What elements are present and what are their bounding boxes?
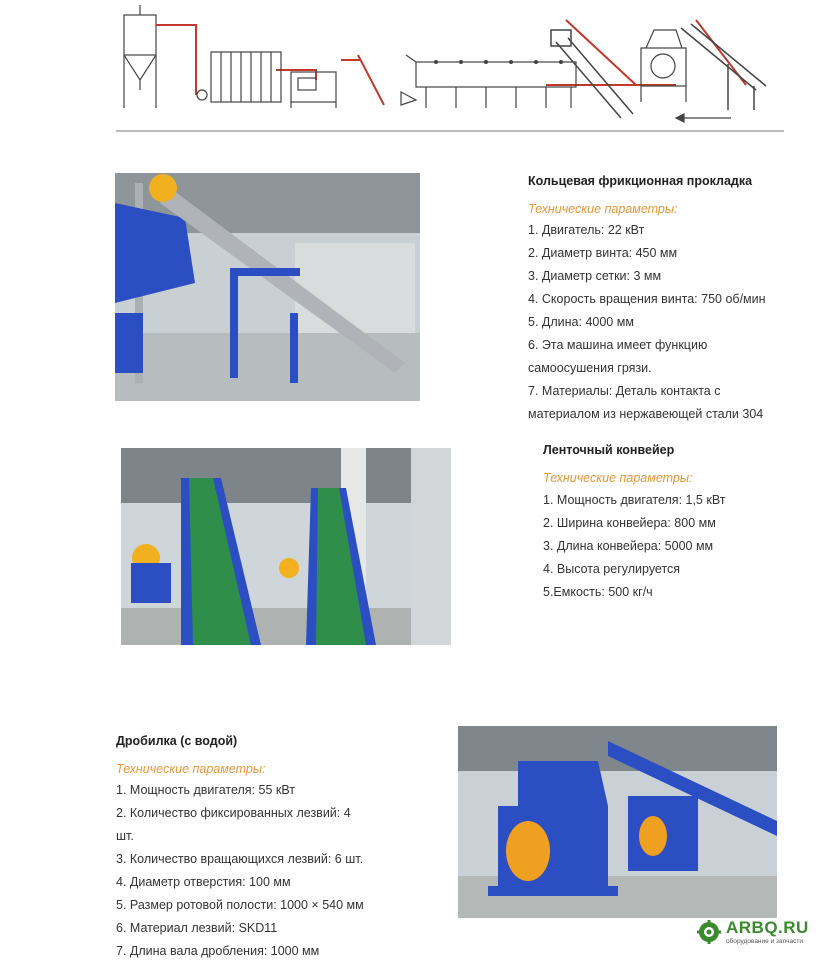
spec-item: 6. Материал лезвий: SKD11 xyxy=(116,921,278,935)
spec-item: 7. Материалы: Деталь контакта с xyxy=(528,384,721,398)
spec-item: 2. Количество фиксированных лезвий: 4 xyxy=(116,806,351,820)
spec-item: 2. Ширина конвейера: 800 мм xyxy=(543,516,716,530)
spec-item: материалом из нержавеющей стали 304 xyxy=(528,407,764,421)
logo-name: ARBQ.RU xyxy=(726,918,809,937)
spec-item: 1. Мощность двигателя: 1,5 кВт xyxy=(543,493,726,507)
section-title-belt-conveyor: Ленточный конвейер xyxy=(543,443,675,457)
section-subtitle-tech-params: Технические параметры: xyxy=(116,762,266,776)
spec-item: 2. Диаметр винта: 450 мм xyxy=(528,246,678,260)
spec-item: 3. Диаметр сетки: 3 мм xyxy=(528,269,662,283)
section-title-friction-washer: Кольцевая фрикционная прокладка xyxy=(528,174,753,188)
spec-item: шт. xyxy=(116,829,134,843)
belt-conveyor-photo xyxy=(121,448,451,645)
spec-list xyxy=(528,219,828,426)
spec-item: 1. Двигатель: 22 кВт xyxy=(528,223,645,237)
section-subtitle-tech-params: Технические параметры: xyxy=(528,202,678,216)
spec-item: самоосушения грязи. xyxy=(528,361,652,375)
spec-item: 6. Эта машина имеет функцию xyxy=(528,338,708,352)
spec-item: 5. Длина: 4000 мм xyxy=(528,315,634,329)
spec-list xyxy=(543,489,823,604)
crusher-photo xyxy=(458,726,777,918)
friction-washer-photo xyxy=(115,173,420,401)
spec-item: 4. Скорость вращения винта: 750 об/мин xyxy=(528,292,766,306)
spec-item: 3. Количество вращающихся лезвий: 6 шт. xyxy=(116,852,364,866)
spec-item: 4. Диаметр отверстия: 100 мм xyxy=(116,875,291,889)
spec-item: 4. Высота регулируется xyxy=(543,562,681,576)
site-logo[interactable] xyxy=(697,918,822,948)
spec-item: 3. Длина конвейера: 5000 мм xyxy=(543,539,714,553)
section-subtitle-tech-params: Технические параметры: xyxy=(543,471,693,485)
logo-tagline: оборудование и запчасти xyxy=(726,938,803,945)
spec-item: 5. Размер ротовой полости: 1000 × 540 мм xyxy=(116,898,364,912)
section-title-crusher: Дробилка (с водой) xyxy=(116,734,238,748)
spec-list xyxy=(116,779,416,963)
spec-item: 5.Емкость: 500 кг/ч xyxy=(543,585,653,599)
spec-item: 1. Мощность двигателя: 55 кВт xyxy=(116,783,296,797)
spec-item: 7. Длина вала дробления: 1000 мм xyxy=(116,944,320,958)
process-line-diagram xyxy=(116,0,784,135)
gear-icon xyxy=(697,920,721,944)
